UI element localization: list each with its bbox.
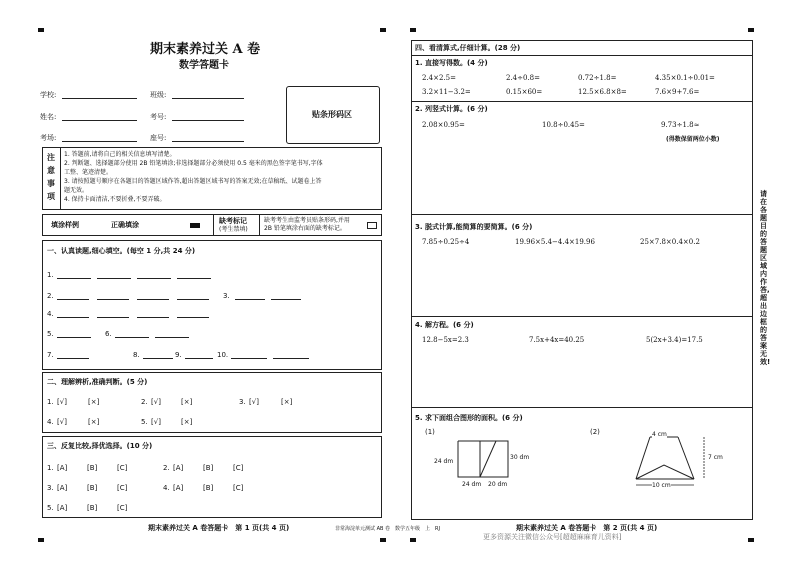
question-title: 4. 解方程。(6 分) — [415, 321, 474, 329]
section-title: 二、理解辨析,准确判断。(5 分) — [47, 378, 148, 386]
answer-blank[interactable] — [235, 299, 265, 300]
divider — [412, 101, 752, 102]
answer-blank[interactable] — [115, 337, 149, 338]
absent-desc: 缺考考生由监考员贴条形码,并用 — [264, 217, 350, 224]
answer-blank[interactable] — [137, 299, 169, 300]
work-area[interactable] — [412, 103, 752, 213]
question-number: 1. — [47, 464, 54, 472]
option-c[interactable]: [C] — [117, 464, 128, 472]
answer-blank[interactable] — [185, 358, 213, 359]
question-number: 4. — [47, 418, 54, 426]
name-field[interactable] — [62, 120, 137, 121]
side-warning: 请在各题目的答题区域内作答,超出边框的答案无效! — [760, 190, 771, 366]
option-true[interactable]: [√] — [151, 418, 161, 426]
question-number: 2. — [141, 398, 148, 406]
calc-item: 2.4÷0.8= — [506, 74, 540, 82]
option-c[interactable]: [C] — [117, 484, 128, 492]
option-a[interactable]: [A] — [57, 464, 68, 472]
divider — [412, 407, 752, 408]
notice-line: 题无效。 — [64, 187, 89, 194]
calc-item: 9.73÷1.8≈ — [661, 121, 700, 129]
barcode-label: 贴条形码区 — [312, 110, 352, 119]
page-title: 期末素养过关 A 卷 — [150, 42, 261, 57]
watermark: 更多资源关注微信公众号[超超麻麻育儿资料] — [483, 533, 622, 541]
section-title: 三、反复比较,择优选择。(10 分) — [47, 442, 153, 450]
notice-label-char: 注 — [47, 153, 55, 162]
question-number: 5. — [141, 418, 148, 426]
school-label: 学校: — [40, 91, 57, 99]
seat-field[interactable] — [172, 141, 244, 142]
notice-line: 1. 答题前,请将自己的相关信息填写清楚。 — [64, 151, 176, 158]
equation: 5(2x+3.4)=17.5 — [646, 336, 703, 344]
question-number: 1. — [47, 398, 54, 406]
dimension-label: 7 cm — [708, 454, 723, 461]
question-number: 5. — [47, 330, 54, 338]
calc-item: 19.96×5.4−4.4×19.96 — [515, 238, 595, 246]
dimension-label: 20 dm — [488, 481, 508, 488]
absent-sub-label: (考生禁填) — [219, 226, 248, 233]
dimension-label: 4 cm — [652, 431, 667, 438]
option-b[interactable]: [B] — [203, 464, 214, 472]
option-a[interactable]: [A] — [173, 464, 184, 472]
notice-line: 2. 判断题、选择题部分使用 2B 铅笔填涂;非选择题部分必须使用 0.5 毫米的黑色签字笔书写,字体 — [64, 160, 323, 167]
page-subtitle: 数学答题卡 — [179, 60, 229, 71]
timing-mark — [410, 28, 416, 32]
question-title: 3. 脱式计算,能简算的要简算。(6 分) — [415, 223, 533, 231]
option-false[interactable]: [×] — [281, 398, 293, 406]
timing-mark — [38, 28, 44, 32]
figure-label: (2) — [590, 428, 600, 436]
question-number: 2. — [47, 292, 54, 300]
class-label: 班级: — [150, 91, 167, 99]
series-note: 非常海淀单元测试 AB 卷 数学五年级 上 RJ — [335, 526, 440, 532]
option-true[interactable]: [√] — [57, 398, 67, 406]
section-fill-blank — [42, 240, 382, 370]
dimension-label: 24 dm — [462, 481, 482, 488]
answer-blank[interactable] — [57, 278, 91, 279]
calc-item: 0.15×60= — [506, 88, 543, 96]
section-true-false — [42, 372, 382, 433]
option-true[interactable]: [√] — [57, 418, 67, 426]
divider — [259, 215, 260, 235]
work-area[interactable] — [412, 217, 752, 315]
answer-blank[interactable] — [57, 358, 89, 359]
rounding-note: (得数保留两位小数) — [666, 136, 720, 143]
notice-label-char: 意 — [47, 166, 55, 175]
question-number: 10. — [217, 351, 229, 359]
calc-item: 4.35×0.1÷0.01= — [655, 74, 715, 82]
filled-mark-sample — [190, 223, 200, 228]
option-a[interactable]: [A] — [57, 484, 68, 492]
timing-mark — [380, 538, 386, 542]
class-field[interactable] — [172, 98, 244, 99]
page-footer: 期末素养过关 A 卷答题卡 第 2 页(共 4 页) — [516, 524, 658, 532]
answer-blank[interactable] — [143, 358, 173, 359]
question-number: 4. — [163, 484, 170, 492]
timing-mark — [38, 538, 44, 542]
answer-blank[interactable] — [137, 278, 171, 279]
question-number: 3. — [239, 398, 246, 406]
calc-item: 10.8÷0.45= — [542, 121, 585, 129]
room-field[interactable] — [62, 141, 137, 142]
option-true[interactable]: [√] — [151, 398, 161, 406]
question-number: 4. — [47, 310, 54, 318]
option-c[interactable]: [C] — [117, 504, 128, 512]
option-true[interactable]: [√] — [249, 398, 259, 406]
dimension-label: 24 dm — [434, 458, 454, 465]
answer-blank[interactable] — [97, 278, 131, 279]
option-c[interactable]: [C] — [233, 464, 244, 472]
option-a[interactable]: [A] — [173, 484, 184, 492]
answer-blank[interactable] — [231, 358, 267, 359]
absent-desc: 2B 铅笔填涂右面的缺考标记。 — [264, 225, 346, 232]
answer-blank[interactable] — [273, 358, 309, 359]
question-number: 8. — [133, 351, 140, 359]
answer-blank[interactable] — [57, 317, 89, 318]
question-number: 3. — [47, 484, 54, 492]
notice-label-char: 事 — [47, 179, 55, 188]
absent-checkbox[interactable] — [367, 222, 377, 229]
calc-item: 0.72÷1.8= — [578, 74, 617, 82]
exam-no-field[interactable] — [172, 120, 244, 121]
name-label: 姓名: — [40, 113, 57, 121]
option-b[interactable]: [B] — [87, 484, 98, 492]
calc-item: 7.85÷0.25÷4 — [422, 238, 470, 246]
answer-blank[interactable] — [97, 299, 129, 300]
notice-line: 3. 请按照题号顺序在各题目的答题区域作答,超出答题区域书写的答案无效;在草稿纸、试题卷上答 — [64, 178, 322, 185]
question-number: 7. — [47, 351, 54, 359]
calc-item: 3.2×11−3.2= — [422, 88, 471, 96]
question-title: 5. 求下面组合图形的面积。(6 分) — [415, 414, 523, 422]
question-number: 3. — [223, 292, 230, 300]
page-footer: 期末素养过关 A 卷答题卡 第 1 页(共 4 页) — [148, 524, 290, 532]
answer-frame — [411, 40, 753, 520]
option-false[interactable]: [×] — [181, 418, 193, 426]
answer-blank[interactable] — [177, 317, 209, 318]
question-title: 1. 直接写得数。(4 分) — [415, 59, 488, 67]
answer-blank[interactable] — [137, 317, 169, 318]
answer-blank[interactable] — [57, 337, 91, 338]
answer-blank[interactable] — [177, 278, 211, 279]
correct-fill-label: 正确填涂 — [111, 221, 139, 229]
notice-line: 4. 保持卡面清洁,不要折叠,不要弄破。 — [64, 196, 166, 203]
option-false[interactable]: [×] — [88, 398, 100, 406]
question-title: 2. 列竖式计算。(6 分) — [415, 105, 488, 113]
divider — [412, 214, 752, 215]
seat-label: 座号: — [150, 134, 167, 142]
option-b[interactable]: [B] — [87, 464, 98, 472]
school-field[interactable] — [62, 98, 137, 99]
question-number: 9. — [175, 351, 182, 359]
option-c[interactable]: [C] — [233, 484, 244, 492]
section-title: 一、认真读题,细心填空。(每空 1 分,共 24 分) — [47, 247, 196, 255]
section-title: 四、看清算式,仔细计算。(28 分) — [415, 44, 521, 52]
notice-line: 工整、笔迹清楚。 — [64, 169, 113, 176]
question-number: 1. — [47, 271, 54, 279]
answer-blank[interactable] — [177, 299, 209, 300]
option-false[interactable]: [×] — [88, 418, 100, 426]
notice-label-char: 项 — [47, 192, 55, 201]
calc-item: 2.4×2.5= — [422, 74, 456, 82]
option-b[interactable]: [B] — [87, 504, 98, 512]
question-number: 6. — [105, 330, 112, 338]
option-false[interactable]: [×] — [181, 398, 193, 406]
option-b[interactable]: [B] — [203, 484, 214, 492]
divider — [412, 316, 752, 317]
dimension-label: 10 cm — [652, 482, 671, 489]
dimension-label: 30 dm — [510, 454, 530, 461]
answer-blank[interactable] — [97, 317, 129, 318]
fill-example-label: 填涂样例 — [51, 221, 79, 229]
question-number: 5. — [47, 504, 54, 512]
answer-blank[interactable] — [155, 337, 189, 338]
divider — [213, 215, 214, 235]
question-number: 2. — [163, 464, 170, 472]
absent-mark-label: 缺考标记 — [219, 217, 247, 225]
fill-example-box — [42, 214, 382, 236]
option-a[interactable]: [A] — [57, 504, 68, 512]
exam-no-label: 考号: — [150, 113, 167, 121]
divider — [412, 55, 752, 56]
timing-mark — [410, 538, 416, 542]
notice-box — [42, 147, 382, 210]
calc-item: 12.5×6.8×8= — [578, 88, 627, 96]
notice-label-cell — [43, 148, 61, 209]
answer-blank[interactable] — [57, 299, 89, 300]
calc-item: 2.08×0.95= — [422, 121, 465, 129]
equation: 7.5x+4x=40.25 — [529, 336, 585, 344]
answer-blank[interactable] — [271, 299, 301, 300]
calc-item: 25×7.8×0.4×0.2 — [640, 238, 700, 246]
work-area[interactable] — [412, 318, 752, 406]
figure-label: (1) — [425, 428, 435, 436]
room-label: 考场: — [40, 134, 57, 142]
timing-mark — [748, 538, 754, 542]
timing-mark — [748, 28, 754, 32]
section-choice — [42, 436, 382, 518]
calc-item: 7.6×9+7.6= — [655, 88, 700, 96]
timing-mark — [380, 28, 386, 32]
equation: 12.8−5x=2.3 — [422, 336, 469, 344]
barcode-area — [286, 86, 380, 144]
